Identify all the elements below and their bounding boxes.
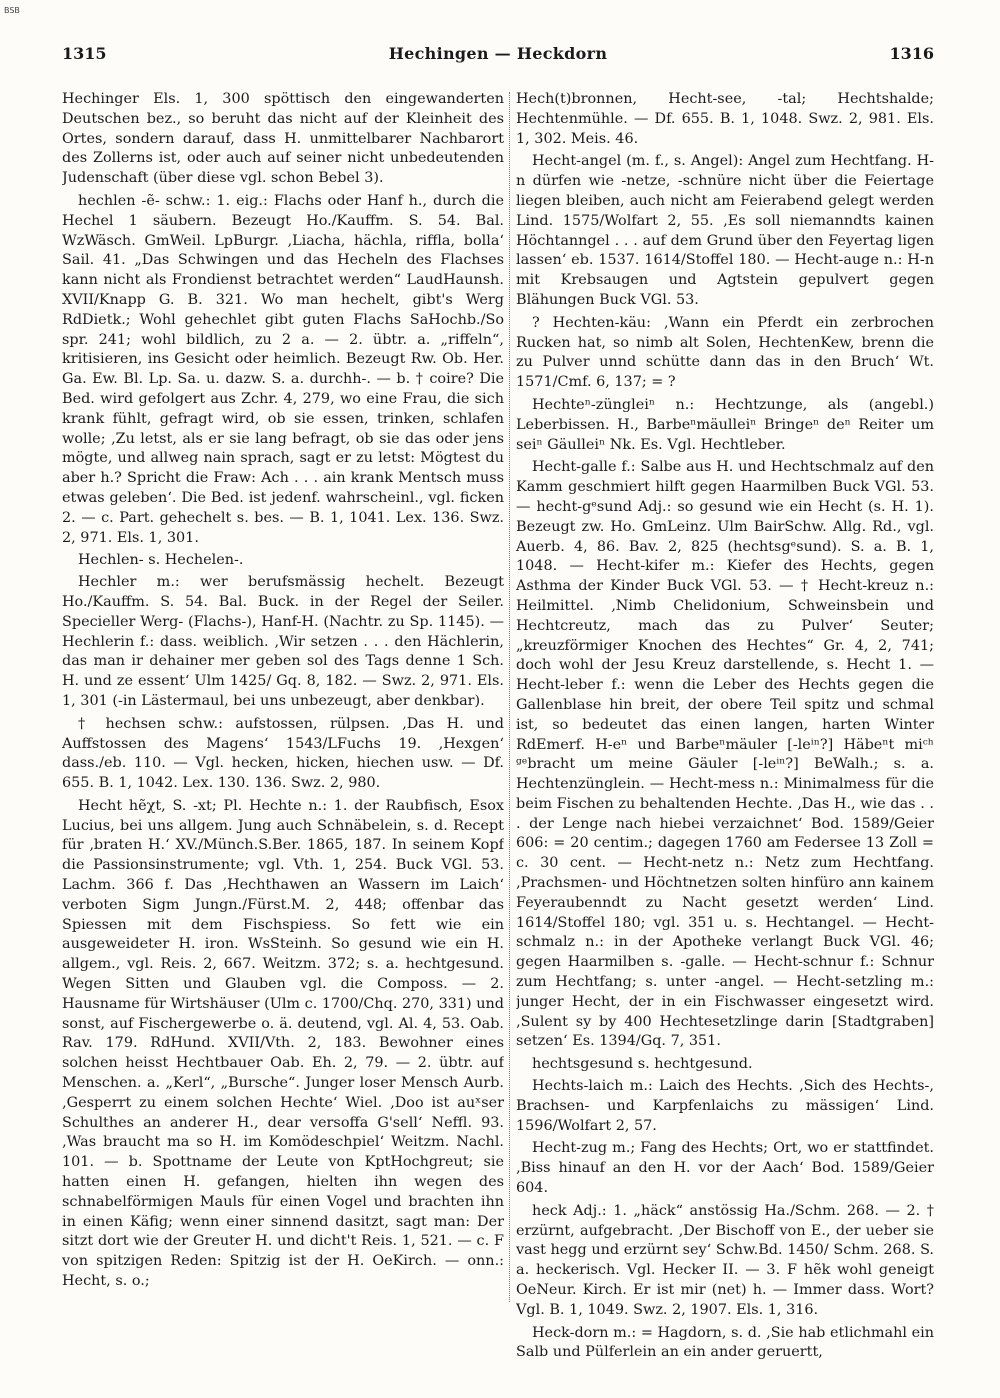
entry-hechten-kaeu: ? Hechten-käu: ‚Wann ein Pferdt ein zerbrochen Rucken hat, so nimb alt Solen, HechtenKew, brenn die zu Pulver unnd schütte dann das in den Bruch‘ Wt. 1571/Cmf. 6, 137; = ? — [516, 314, 934, 391]
entry-hecht-galle: Hecht-galle f.: Salbe aus H. und Hechtschmalz auf den Kamm geschmiert hilft gegen Haarmilben Buck VGl. 53. — hecht-gᵉsund Adj.: so gesund wie ein Hecht (s. H. 1). Bezeugt zw. Ho. GmLeinz. Ulm BairSchw. Allg. Rd., vgl. Auerb. 4, 86. Bav. 2, 825 (hechtsgᵉsund). S. a. B. 1, 1048. — Hecht-kifer m.: Kiefer des Hechts, gegen Asthma der Kinder Buck VGl. 53. — † Hecht-kreuz n.: Heilmittel. ‚Nimb Chelidonium, Schweinsbein und Hechtcreutz, mach das zu Pulver‘ Seuter; „kreuzförmiger Knochen des Hechtes“ Gr. 4, 2, 741; doch wohl der Jesu Kreuz darstellende, s. Hecht 1. — Hecht-leber f.: wenn die Leber des Hechts gegen die Gallenblase hin breit, der obere Teil spitz und schmal ist, so bedeutet das einen langen, harten Winter RdEmerf. H-eⁿ und Barbeⁿmäuler [-leⁱⁿ?] Häbeⁿt miᶜʰ ᵍᵉbracht um meine Gäuler [-leⁱⁿ?] BeWalh.; s. a. Hechtenzünglein. — Hecht-mess n.: Minimalmess für die beim Fischen zu behaltenden Hechte. ‚Das H., wie das . . . der Lenge nach hiebei verzaichnet‘ Bod. 1589/Geier 606: = 20 centim.; dagegen 1760 am Federsee 13 Zoll = c. 30 cent. — Hecht-netz n.: Netz zum Hechtfang. ‚Prachsmen- und Höchtnetzen solten hinfüro ann kainem Feyeraubenndt zu Nacht gesetzt werden‘ Lind. 1614/Stoffel 180; vgl. 351 u. s. Hechtangel. — Hecht-schmalz n.: in der Apotheke verlangt Buck VGl. 46; gegen Haarmilben s. -galle. — Hecht-schnur f.: Schnur zum Hechtfang; s. unter -angel. — Hecht-setzling m.: junger Hecht, der in ein Fischwasser eingesetzt wird. ‚Sulent sy by 400 Hechtesetzlinge darin [Stadtgraben] setzen‘ Es. 1394/Gq. 7, 351. — [516, 459, 934, 1050]
entry-hecht-continued: Hech(t)bronnen, Hecht-see, -tal; Hechtshalde; Hechtenmühle. — Df. 655. B. 1, 1048. Swz. 2, 981. Els. 1, 302. Meis. 46. — [516, 91, 934, 147]
entry-hechinger-continued: Hechinger Els. 1, 300 spöttisch den eingewanderten Deutschen bez., so beruht das nicht auf der Kleinheit des Ortes, sondern darauf, dass H. unmittelbarer Nachbarort des Zollerns ist, oder auch auf seiner nicht unbedeutenden Judenschaft (über diese vgl. schon Bebel 3). — [62, 91, 504, 187]
entry-heck-dorn: Heck-dorn m.: = Hagdorn, s. d. ‚Sie hab etlichmahl ein Salb und Pülferlein an ein ander geruertt, — [516, 1324, 934, 1361]
right-column — [516, 90, 934, 1380]
page-number-right: 1316 — [889, 44, 934, 63]
entry-hechtsgesund: hechtsgesund s. hechtgesund. — [532, 1056, 753, 1073]
running-title: Hechingen — Heckdorn — [388, 44, 608, 63]
entry-hecht-angel: Hecht-angel (m. f., s. Angel): Angel zum Hechtfang. H-n dürfen wie -netze, -schnüre nicht über die Feiertage liegen bleiben, auch nicht am Feierabend gelegt werden Lind. 1575/Wolfart 2, 55. ‚Es soll niemanndts kainen Höchtanngel . . . auf dem Grund über den Feyertag ligen lassen‘ eb. 1537. 1614/Stoffel 180. — Hecht-auge n.: H-n mit Krebsaugen und Agtstein gepulvert gegen Blähungen Buck VGl. 53. — [516, 153, 934, 308]
page-header — [62, 44, 934, 70]
column-divider — [509, 92, 510, 1302]
library-stamp: BSB — [4, 6, 20, 15]
entry-hecht-zug: Hecht-zug m.; Fang des Hechts; Ort, wo er stattfindet. ‚Biss hinauf an den H. vor der Aach‘ Bod. 1589/Geier 604. — [516, 1140, 934, 1197]
entry-hechler: Hechler m.: wer berufsmässig hechelt. Bezeugt Ho./Kauffm. S. 54. Bal. Buck. in der Regel der Seiler. Specieller Werg- (Flachs-), Hanf-H. (Nachtr. zu Sp. 1145). — Hechlerin f.: dass. weiblich. ‚Wir setzen . . . den Hächlerin, das man ir dehainer mer geben sol des Tags denne 1 Sch. H. und ze essent‘ Ulm 1425/ Gq. 8, 182. — Swz. 2, 971. Els. 1, 301 (-in Lästermaul, bei uns unbezeugt, aber denkbar). — [62, 574, 504, 709]
left-column — [62, 90, 504, 1380]
page-number-left: 1315 — [62, 44, 107, 63]
entry-hechsen: † hechsen schw.: aufstossen, rülpsen. ‚Das H. und Auffstossen des Magens‘ 1543/LFuchs 19. ‚Hexgen‘ dass./eb. 110. — Vgl. hecken, hicken, hiechen usw. — Df. 655. B. 1, 1042. Lex. 130. 136. Swz. 2, 980. — [62, 715, 504, 792]
entry-heck: heck Adj.: 1. „häck“ anstössig Ha./Schm. 268. — 2. † erzürnt, aufgebracht. ‚Der Bischoff von E., der ueber sie vast hegg und erzürnt sey‘ Schw.Bd. 1450/ Schm. 268. S. a. heckerisch. Vgl. Hecker II. — 3. F hẽk wohl geneigt OeNeur. Kirch. Er ist mir (net) h. — Immer dass. Wort? Vgl. B. 1, 1049. Swz. 2, 1907. Els. 1, 316. — [516, 1202, 934, 1318]
entry-hechten-zuenglein: Hechteⁿ-züngleiⁿ n.: Hechtzunge, als (angebl.) Leberbissen. H., Barbeⁿmäulleiⁿ Bringeⁿ deⁿ Reiter um seiⁿ Gäulleiⁿ Nk. Es. Vgl. Hechtleber. — [516, 396, 934, 453]
entry-hechlen: hechlen -ẽ- schw.: 1. eig.: Flachs oder Hanf h., durch die Hechel 1 säubern. Bezeugt Ho./Kauffm. S. 54. Bal. WzWäsch. GmWeil. LpBurgr. ‚Liacha, hächla, riffla, bolla‘ Sail. 41. „Das Schwingen und das Hecheln des Flachses kann nicht als Frondienst betrachtet werden“ LaudHaunsh. XVII/Knapp G. B. 321. Wo man hechelt, gibt's Werg RdDietk.; Wohl gehechlet gibt guten Flachs SaHochb./So spr. 241; wohl bildlich, zu 2 a. — 2. übtr. a. „riffeln“, kritisieren, ins Gesicht oder heimlich. Bezeugt Rw. Ob. Her. Ga. Ew. Bl. Lp. Sa. u. dazw. S. a. durchh-. — b. † coire? Die Bed. wird gefolgert aus Zchr. 4, 279, wo eine Frau, die sich krank fühlt, gefragt wird, ob sie essen, trinken, schlafen wolle; ‚Zu letst, als er sie lang befragt, ob sie das oder jens mögte, und allweg nain sprach, sagt er zu letst: Mögtest du aber h.? Spricht die Fraw: Ach . . . ain krank Mentsch muss etwas geleben‘. Die Bed. ist jedenf. wahrscheinl., vgl. ficken 2. — c. Part. gehechelt s. bes. — B. 1, 1041. Lex. 136. Swz. 2, 971. Els. 1, 301. — [62, 192, 504, 546]
entry-hecht: Hecht hẽχt, S. -xt; Pl. Hechte n.: 1. der Raubfisch, Esox Lucius, bei uns allgem. Jung auch Schnäbelein, s. d. Recept für ‚braten H.‘ XV./Münch.S.Ber. 1865, 187. In seinem Kopf die Passionsinstrumente; vgl. Vth. 1, 254. Buck VGl. 53. Lachm. 366 f. Das ‚Hechthawen an Wassern im Laich‘ verboten Sigm Jungn./Fürst.M. 2, 448; offenbar das Spiessen mit dem Fischspiess. So fett wie ein ausgeweideter H. iron. WsSteinh. So gesund wie ein H. allgem., vgl. Reis. 2, 667. Weitzm. 372; s. a. hechtgesund. Wegen Sitten und Glauben vgl. die Composs. — 2. Hausname für Wirtshäuser (Ulm c. 1700/Chq. 270, 331) und sonst, auf Fischergewerbe o. ä. deutend, vgl. Al. 4, 53. Oab. Rav. 179. RdHund. XVII/Vth. 2, 183. Bewohner eines solchen heisst Hechtbauer Oab. Eh. 2, 79. — 2. übtr. auf Menschen. a. „Kerl“, „Bursche“. Junger loser Mensch Aurb. ‚Gesperrt zu einem solchen Hechte‘ Wiel. ‚Doo ist auˣser Schulthes an anderer H., dear versoffa G'sell‘ Neffl. 93. ‚Was braucht ma so H. im Komödeschpiel‘ Weitzm. Nachl. 101. — b. Spottname der Leute von KptHochgreut; sie hatten einen H. gefangen, hielten ihn wegen des schnabelförmigen Mauls für einen Vogel und brachten ihn in einen Käfig; wenn einer sinnend dasitzt, sagt man: Der sitzt dort wie der Greuter H. und dicht't Reis. 1, 521. — c. F von spitzigen Reden: Spitzig ist der H. OeKirch. — onn.: Hecht, s. o.; — [62, 797, 504, 1290]
entry-hechts-laich: Hechts-laich m.: Laich des Hechts. ‚Sich des Hechts-, Brachsen- und Karpfenlaichs zu mässigen‘ Lind. 1596/Wolfart 2, 57. — [516, 1078, 934, 1134]
entry-hechlen-cross-reference: Hechlen- s. Hechelen-. — [78, 552, 244, 569]
